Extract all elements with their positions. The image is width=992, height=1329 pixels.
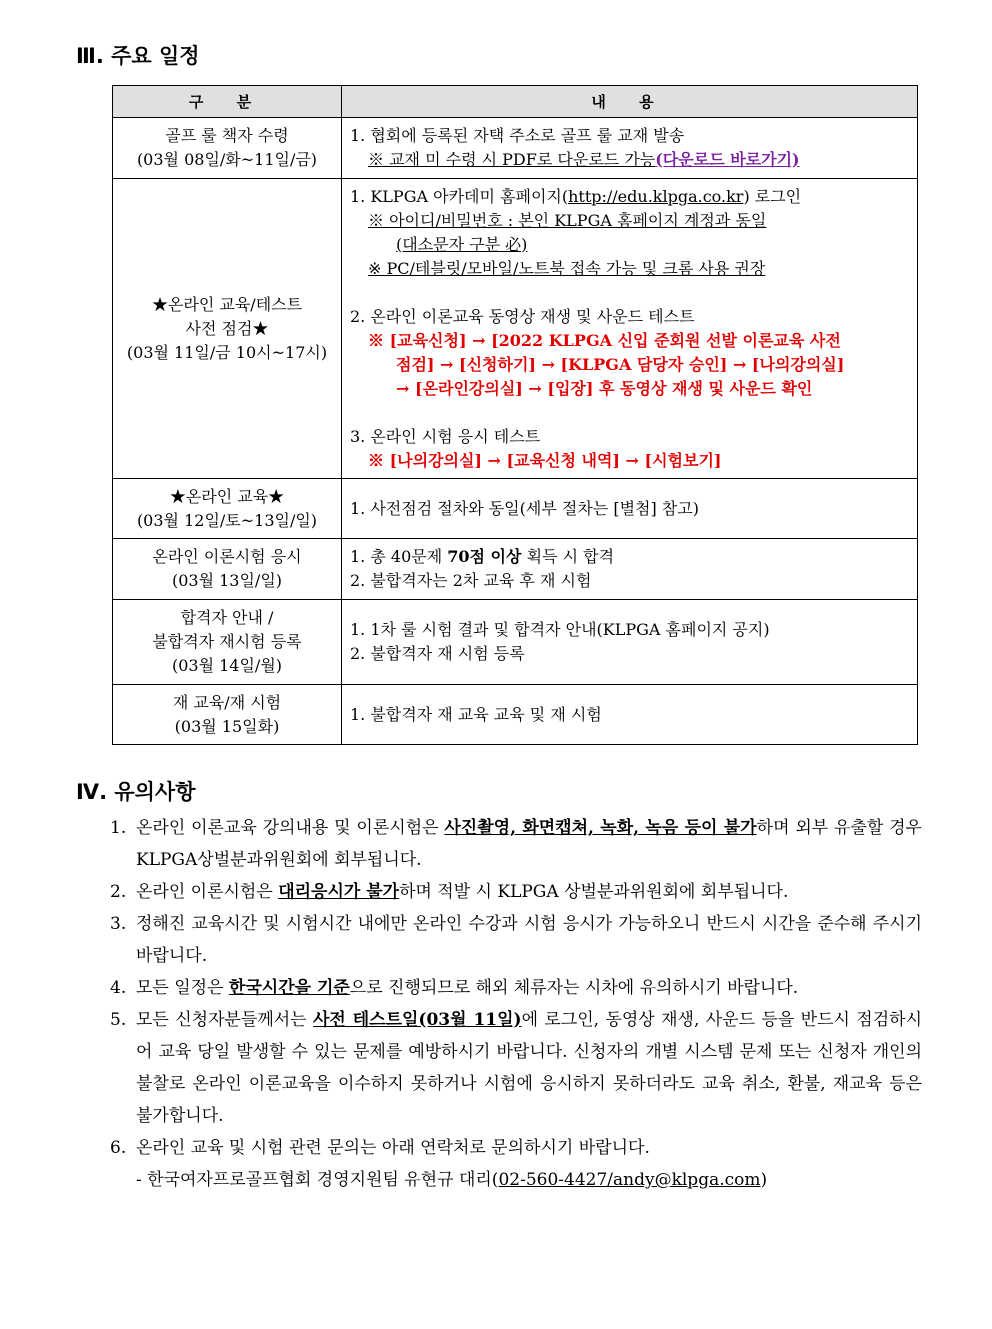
- section3-title: Ⅲ. 주요 일정: [76, 44, 200, 68]
- row-content: 1. 협회에 등록된 자택 주소로 골프 룰 교재 발송 ※ 교재 미 수령 시 PDF로 다운로드 가능(다운로드 바로가기): [342, 118, 918, 179]
- row-content: 1. 총 40문제 70점 이상 획득 시 합격 2. 불합격자는 2차 교육 후 재 시험: [342, 539, 918, 600]
- table-row: [113, 600, 918, 685]
- table-row: [113, 539, 918, 600]
- table-row: [113, 685, 918, 745]
- row-label: 온라인 이론시험 응시 (03월 13일/일): [113, 539, 342, 600]
- list-item: 2. 온라인 이론시험은 대리응시가 불가하며 적발 시 KLPGA 상벌분과위원회에 회부됩니다.: [110, 882, 789, 902]
- list-item: 1. 온라인 이론교육 강의내용 및 이론시험은 사진촬영, 화면캡쳐, 녹화, 녹음 등이 불가하며 외부 유출할 경우 KLPGA상벌분과위원회에 회부됩니다.: [110, 818, 922, 870]
- row-label: ★온라인 교육/테스트 사전 점검★ (03월 11일/금 10시~17시): [113, 179, 342, 479]
- list-item: 6. 온라인 교육 및 시험 관련 문의는 아래 연락처로 문의하시기 바랍니다.: [110, 1138, 650, 1158]
- header-category: 구 분: [113, 86, 342, 118]
- table-row: [113, 179, 918, 479]
- list-item: 4. 모든 일정은 한국시간을 기준으로 진행되므로 해외 체류자는 시차에 유의하시기 바랍니다.: [110, 978, 799, 998]
- row-content: 1. 1차 룰 시험 결과 및 합격자 안내(KLPGA 홈페이지 공지) 2. 불합격자 재 시험 등록: [342, 600, 918, 685]
- header-content: 내 용: [342, 86, 918, 118]
- row-label: ★온라인 교육★ (03월 12일/토~13일/일): [113, 479, 342, 539]
- section4-title: Ⅳ. 유의사항: [76, 780, 196, 804]
- row-label: 골프 룰 책자 수령 (03월 08일/화~11일/금): [113, 118, 342, 179]
- contact-link[interactable]: 02-560-4427/andy@klpga.com: [498, 1170, 761, 1190]
- academy-link[interactable]: http://edu.klpga.co.kr: [568, 186, 744, 206]
- table-row: [113, 118, 918, 179]
- row-content: 1. 사전점검 절차와 동일(세부 절차는 [별첨] 참고): [342, 479, 918, 539]
- download-link[interactable]: (다운로드 바로가기): [655, 150, 800, 169]
- table-header-row: [113, 86, 918, 118]
- list-item: 3. 정해진 교육시간 및 시험시간 내에만 온라인 수강과 시험 응시가 가능하오니 반드시 시간을 준수해 주시기 바랍니다.: [110, 914, 922, 966]
- schedule-table: [112, 85, 918, 745]
- row-label: 재 교육/재 시험 (03월 15일화): [113, 685, 342, 745]
- row-content: 1. 불합격자 재 교육 교육 및 재 시험: [342, 685, 918, 745]
- table-row: [113, 479, 918, 539]
- list-item: 5. 모든 신청자분들께서는 사전 테스트일(03월 11일)에 로그인, 동영상 재생, 사운드 등을 반드시 점검하시어 교육 당일 발생할 수 있는 문제를 예방하시기 바랍니다. 신청자의 개별 시스템 문제 또는 신청자 개인의 불찰로 온라인 이론교육을 이수하지 못하거나 시험에 응시하지 못하더라도 교육 취소, 환불, 재교육 등은 불가합니다.: [110, 1010, 922, 1126]
- contact-line: - 한국여자프로골프협회 경영지원팀 유현규 대리(02-560-4427/andy@klpga.com): [136, 1170, 768, 1190]
- notes-list: [110, 812, 922, 1196]
- row-label: 합격자 안내 / 불합격자 재시험 등록 (03월 14일/월): [113, 600, 342, 685]
- row-content: 1. KLPGA 아카데미 홈페이지(http://edu.klpga.co.kr) 로그인 ※ 아이디/비밀번호 : 본인 KLPGA 홈페이지 계정과 동일 (대소문자 구분 必) ※ PC/테블릿/모바일/노트북 접속 가능 및 크롬 사용 권장 2. 온라인 이론교육 동영상 재생 및 사운드 테스트 ※ [교육신청] → [2022 KLPGA 신입 준회원 선발 이론교육 사전 점검] → [신청하기] → [KLPGA 담당자 승인] → [나의강의실] → [온라인강의실] → [입장] 후 동영상 재생 및 사운드 확인 3. 온라인 시험 응시 테스트 ※ [나의강의실] → [교육신청 내역] → [시험보기]: [342, 179, 918, 479]
